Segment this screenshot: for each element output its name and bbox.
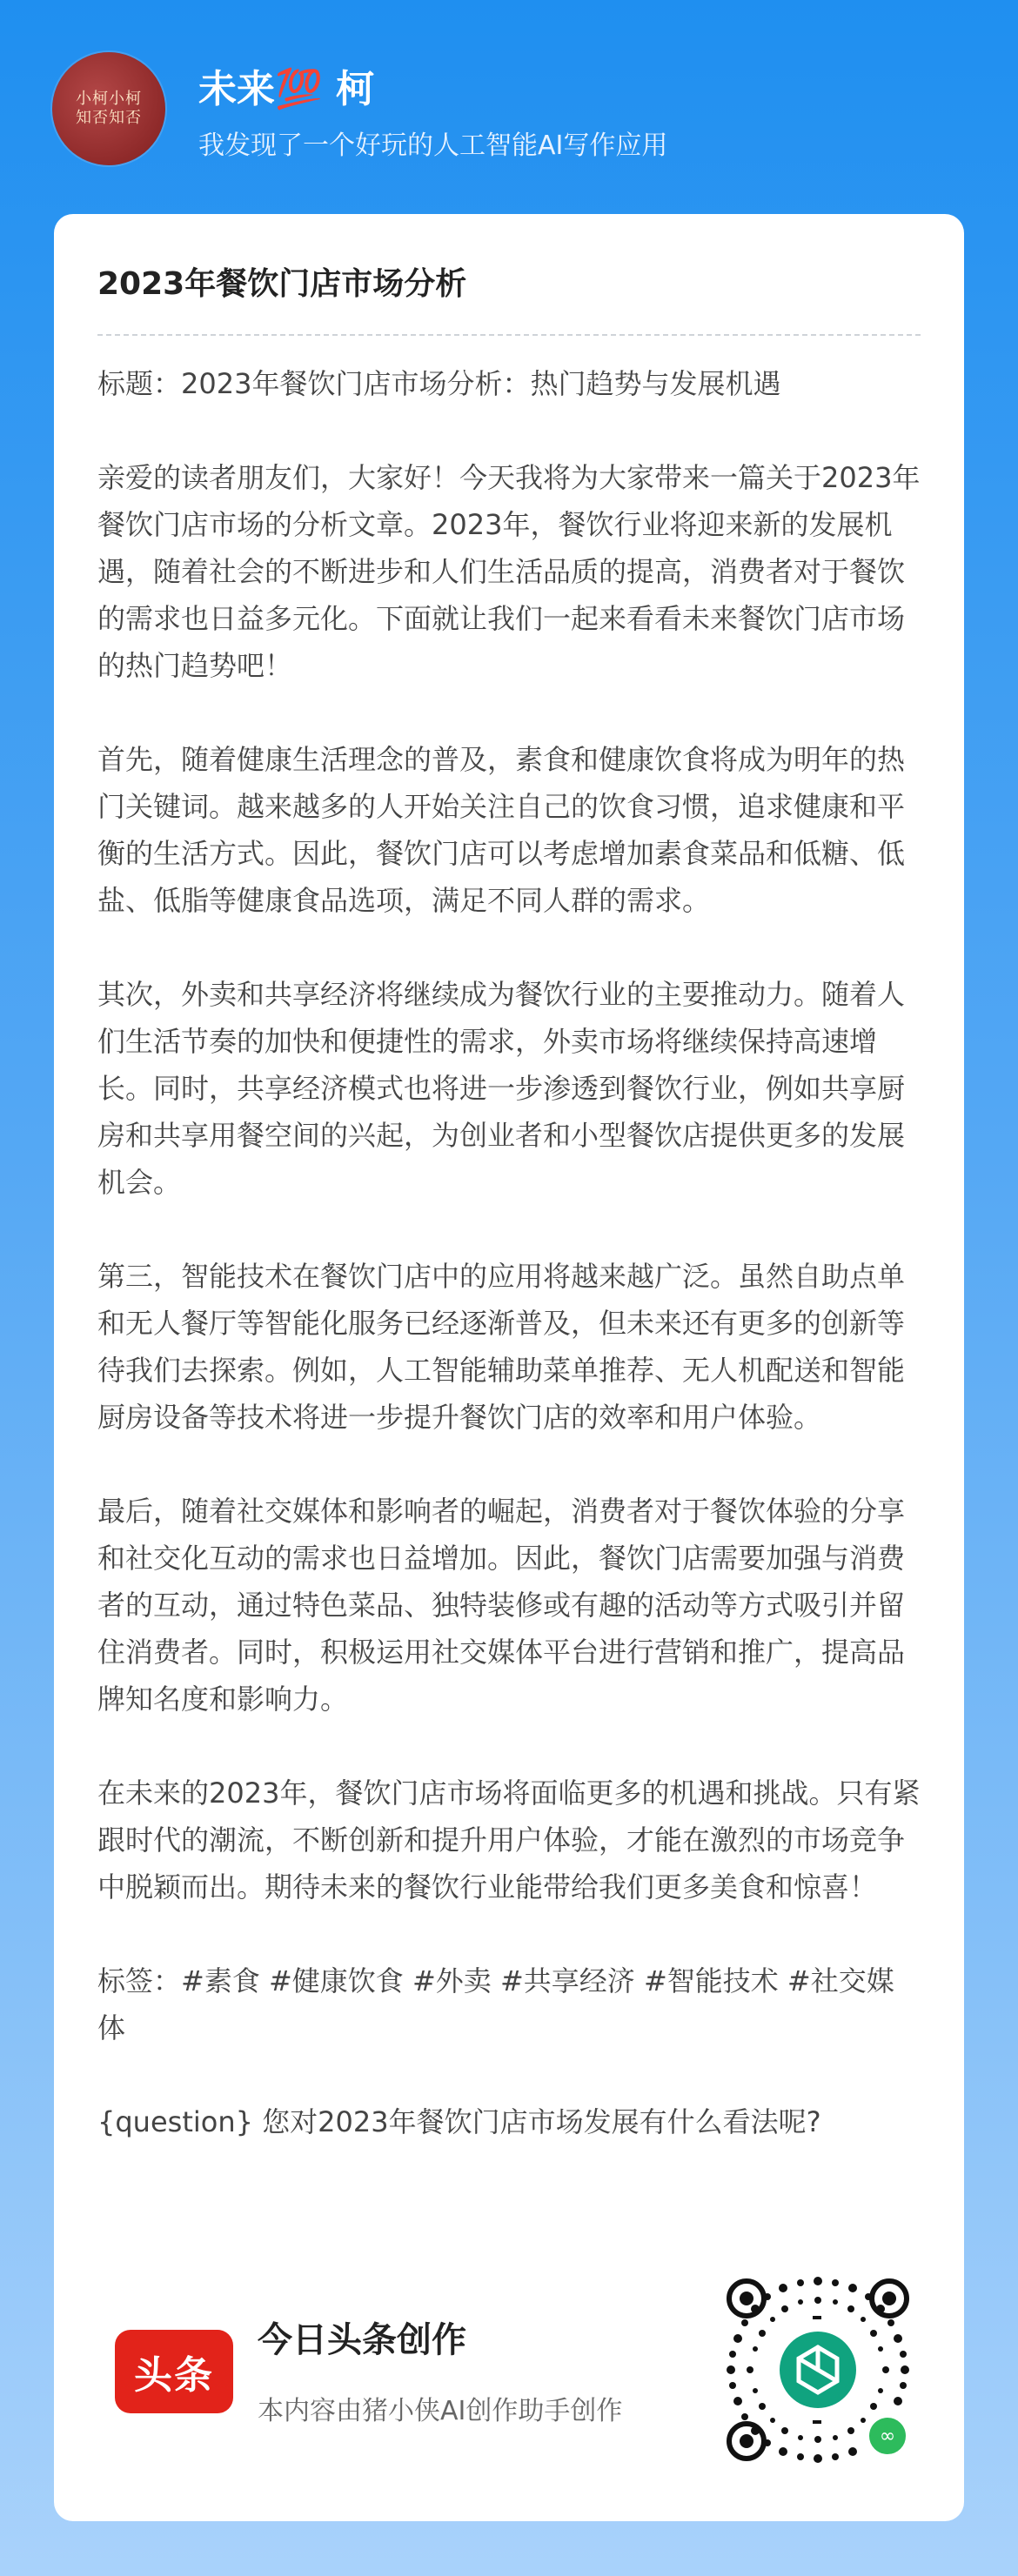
article-paragraph: 首先，随着健康生活理念的普及，素食和健康饮食将成为明年的热门关键词。越来越多的人开始关注自己的饮食习惯，追求健康和平衡的生活方式。因此，餐饮门店可以考虑增加素食菜品和低糖、低盐、低脂等健康食品选项，满足不同人群的需求。 [97, 743, 906, 917]
footer [97, 2267, 921, 2476]
article-paragraph: 亲爱的读者朋友们，大家好！今天我将为大家带来一篇关于2023年餐饮门店市场的分析文章。2023年，餐饮行业将迎来新的发展机遇，随着社会的不断进步和人们生活品质的提高，消费者对于餐饮的需求也日益多元化。下面就让我们一起来看看未来餐饮门店市场的热门趋势吧！ [97, 461, 921, 682]
toutiao-logo: 头条 [115, 2330, 233, 2413]
mini-program-icon: ∞ [867, 2415, 908, 2457]
user-description: 我发现了一个好玩的人工智能AI写作应用 [198, 130, 668, 161]
article-paragraph: 在未来的2023年，餐饮门店市场将面临更多的机遇和挑战。只有紧跟时代的潮流，不断创新和提升用户体验，才能在激烈的市场竞争中脱颖而出。期待未来的餐饮行业能带给我们更多美食和惊喜！ [97, 1776, 921, 1904]
brand-name: 今日头条创作 [258, 2320, 466, 2360]
article-question: {question} 您对2023年餐饮门店市场发展有什么看法呢? [97, 2105, 821, 2138]
brand-description: 本内容由猪小侠AI创作助手创作 [258, 2396, 623, 2426]
article-body [97, 360, 921, 2192]
qr-code-icon[interactable] [715, 2267, 921, 2472]
user-name[interactable]: 未来💯 柯 [198, 67, 375, 111]
article-title: 2023年餐饮门店市场分析 [97, 266, 467, 302]
article-card [54, 214, 964, 2521]
avatar[interactable]: 小柯小柯 知否知否 [52, 52, 165, 165]
article-paragraph: 第三，智能技术在餐饮门店中的应用将越来越广泛。虽然自助点单和无人餐厅等智能化服务已经逐渐普及，但未来还有更多的创新等待我们去探索。例如，人工智能辅助菜单推荐、无人机配送和智能厨房设备等技术将进一步提升餐饮门店的效率和用户体验。 [97, 1260, 906, 1434]
article-headline: 标题：2023年餐饮门店市场分析：热门趋势与发展机遇 [97, 367, 781, 400]
profile-header [52, 52, 966, 174]
divider [97, 334, 921, 336]
article-paragraph: 其次，外卖和共享经济将继续成为餐饮行业的主要推动力。随着人们生活节奏的加快和便捷性的需求，外卖市场将继续保持高速增长。同时，共享经济模式也将进一步渗透到餐饮行业，例如共享厨房和共享用餐空间的兴起，为创业者和小型餐饮店提供更多的发展机会。 [97, 978, 906, 1199]
article-tags: 标签：#素食 #健康饮食 #外卖 #共享经济 #智能技术 #社交媒体 [97, 1964, 894, 2044]
article-paragraph: 最后，随着社交媒体和影响者的崛起，消费者对于餐饮体验的分享和社交化互动的需求也日益增加。因此，餐饮门店需要加强与消费者的互动，通过特色菜品、独特装修或有趣的活动等方式吸引并留住消费者。同时，积极运用社交媒体平台进行营销和推广，提高品牌知名度和影响力。 [97, 1495, 906, 1716]
